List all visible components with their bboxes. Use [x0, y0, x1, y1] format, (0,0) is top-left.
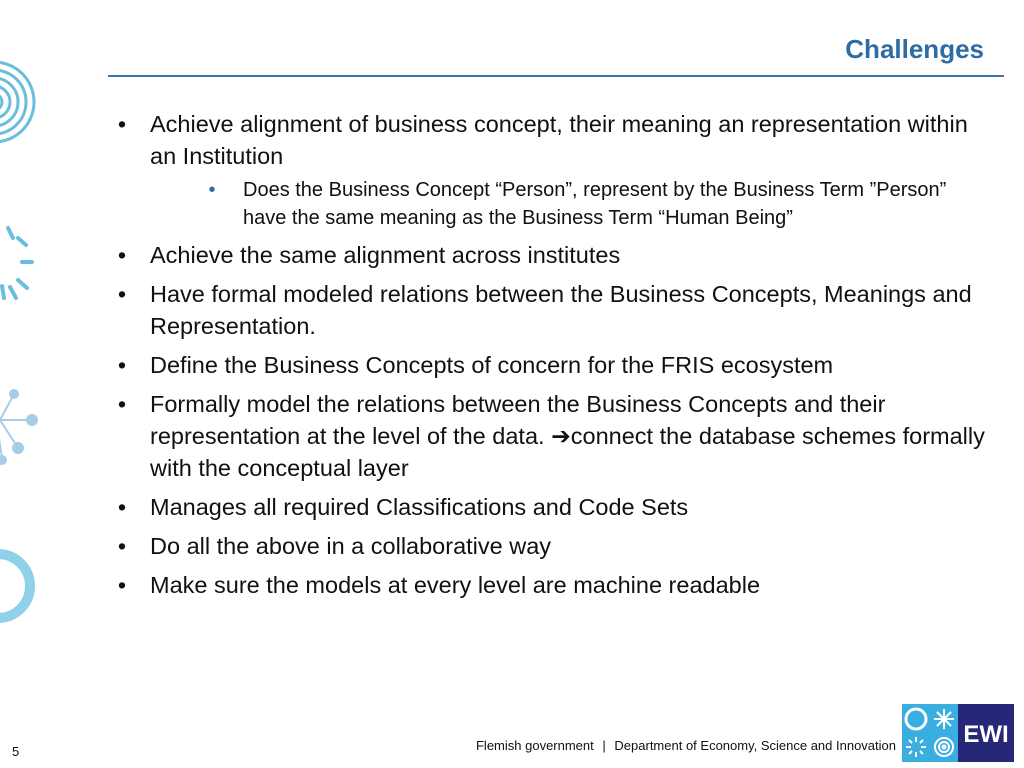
bullet-item	[112, 108, 992, 232]
sub-bullet-text: Does the Business Concept “Person”, represent by the Business Term ”Person” have the same meaning as the Business Term “Human Being”	[243, 179, 947, 229]
right-arrow-icon: ➔	[551, 423, 571, 449]
slide-title: Challenges	[845, 34, 984, 64]
footer-separator: |	[602, 738, 606, 753]
bullet-marker: •	[117, 352, 127, 378]
ewi-logo	[902, 704, 1014, 762]
bullet-text: Do all the above in a collaborative way	[150, 533, 552, 559]
bullet-text: Achieve the same alignment across institutes	[150, 242, 621, 268]
footer	[0, 738, 896, 753]
bullet-marker: •	[117, 494, 127, 520]
bullet-item	[112, 239, 992, 271]
bullet-text-after-arrow: connect the database schemes formally with the conceptual layer	[150, 423, 985, 481]
footer-department: Department of Economy, Science and Innovation	[614, 738, 896, 753]
bullet-list	[112, 108, 992, 608]
bullet-item	[112, 491, 992, 523]
bullet-text: Have formal modeled relations between the Business Concepts, Meanings and Representation.	[150, 281, 972, 339]
bullet-text: Manages all required Classifications and Code Sets	[150, 494, 689, 520]
bullet-marker: •	[117, 572, 127, 598]
bullet-text: Achieve alignment of business concept, their meaning an representation within an Institution	[150, 111, 968, 169]
bullet-item	[112, 530, 992, 562]
thick-ring-icon	[0, 554, 30, 618]
bullet-marker: •	[117, 281, 127, 307]
sub-bullet-marker: •	[208, 179, 216, 201]
sub-bullet-item	[150, 176, 992, 232]
logo-text: EWI	[963, 721, 1009, 748]
bullet-item	[112, 349, 992, 381]
title-divider	[108, 75, 1004, 77]
decorative-side-graphics	[0, 0, 60, 640]
bullet-text: Make sure the models at every level are machine readable	[150, 572, 761, 598]
sub-bullet-list	[150, 176, 992, 232]
page-number: 5	[12, 744, 20, 759]
sunburst-dashes-icon	[2, 228, 32, 298]
bullet-item	[112, 278, 992, 342]
bullet-marker: •	[117, 111, 127, 137]
concentric-rings-icon	[0, 62, 34, 142]
bullet-marker: •	[117, 391, 127, 417]
bullet-marker: •	[117, 242, 127, 268]
logo-snowflake-icon	[934, 709, 954, 729]
bullet-text-before-arrow: Formally model the relations between the Business Concepts and their representation at the level of the data.	[150, 391, 886, 449]
bullet-item	[112, 569, 992, 601]
bullet-text: Define the Business Concepts of concern for the FRIS ecosystem	[150, 352, 834, 378]
bullet-item	[112, 388, 992, 484]
network-nodes-icon	[0, 390, 37, 464]
bullet-marker: •	[117, 533, 127, 559]
footer-org: Flemish government	[475, 738, 594, 753]
